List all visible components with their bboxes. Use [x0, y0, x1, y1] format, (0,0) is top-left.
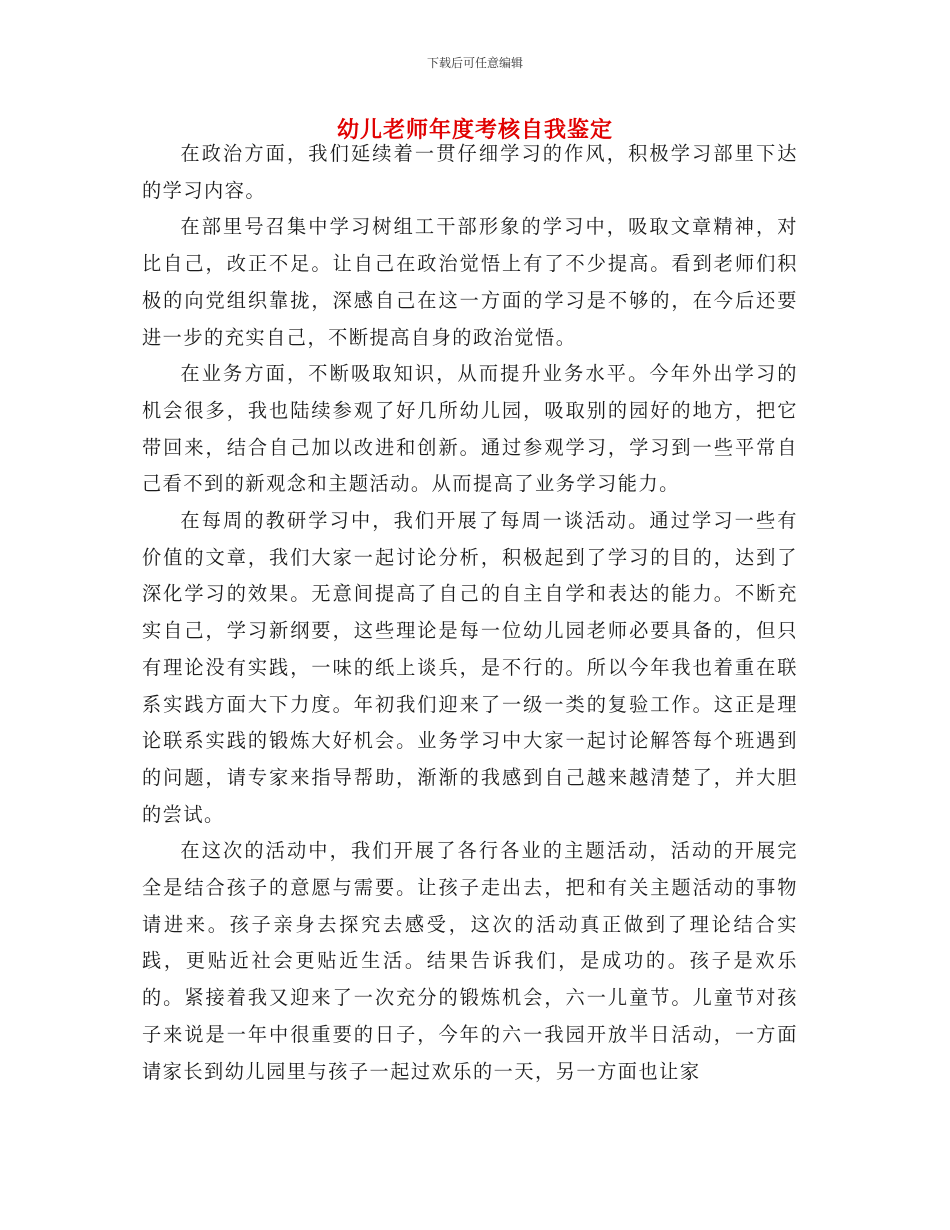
header-note: 下载后可任意编辑	[426, 56, 523, 70]
paragraph-politics: 在政治方面，我们延续着一贯仔细学习的作风，积极学习部里下达的学习内容。	[142, 142, 798, 202]
paragraph-weekly-study: 在每周的教研学习中，我们开展了每周一谈活动。通过学习一些有价值的文章，我们大家一起讨论分析，积极起到了学习的目的，达到了深化学习的效果。无意间提高了自己的自主自学和表达的能力。不断充实自己，学习新纲要，这些理论是每一位幼儿园老师必要具备的，但只有理论没有实践，一味的纸上谈兵，是不行的。所以今年我也着重在联系实践方面大下力度。年初我们迎来了一级一类的复验工作。这正是理论联系实践的锻炼大好机会。业务学习中大家一起讨论解答每个班遇到的问题，请专家来指导帮助，渐渐的我感到自己越来越清楚了，并大胆的尝试。	[142, 509, 798, 826]
document-title: 幼儿老师年度考核自我鉴定	[336, 118, 613, 143]
paragraph-business: 在业务方面，不断吸取知识，从而提升业务水平。今年外出学习的机会很多，我也陆续参观了好几所幼儿园，吸取别的园好的地方，把它带回来，结合自己加以改进和创新。通过参观学习，学习到一些平常自己看不到的新观念和主题活动。从而提高了业务学习能力。	[142, 362, 798, 496]
paragraph-study-reflection: 在部里号召集中学习树组工干部形象的学习中，吸取文章精神，对比自己，改正不足。让自己在政治觉悟上有了不少提高。看到老师们积极的向党组织靠拢，深感自己在这一方面的学习是不够的，在今后还要进一步的充实自己，不断提高自身的政治觉悟。	[142, 215, 798, 349]
paragraph-activities: 在这次的活动中，我们开展了各行各业的主题活动，活动的开展完全是结合孩子的意愿与需要。让孩子走出去，把和有关主题活动的事物请进来。孩子亲身去探究去感受，这次的活动真正做到了理论结合实践，更贴近社会更贴近生活。结果告诉我们，是成功的。孩子是欢乐的。紧接着我又迎来了一次充分的锻炼机会，六一儿童节。儿童节对孩子来说是一年中很重要的日子，今年的六一我园开放半日活动，一方面请家长到幼儿园里与孩子一起过欢乐的一天，另一方面也让家	[142, 839, 798, 1083]
document-body	[142, 136, 798, 1090]
